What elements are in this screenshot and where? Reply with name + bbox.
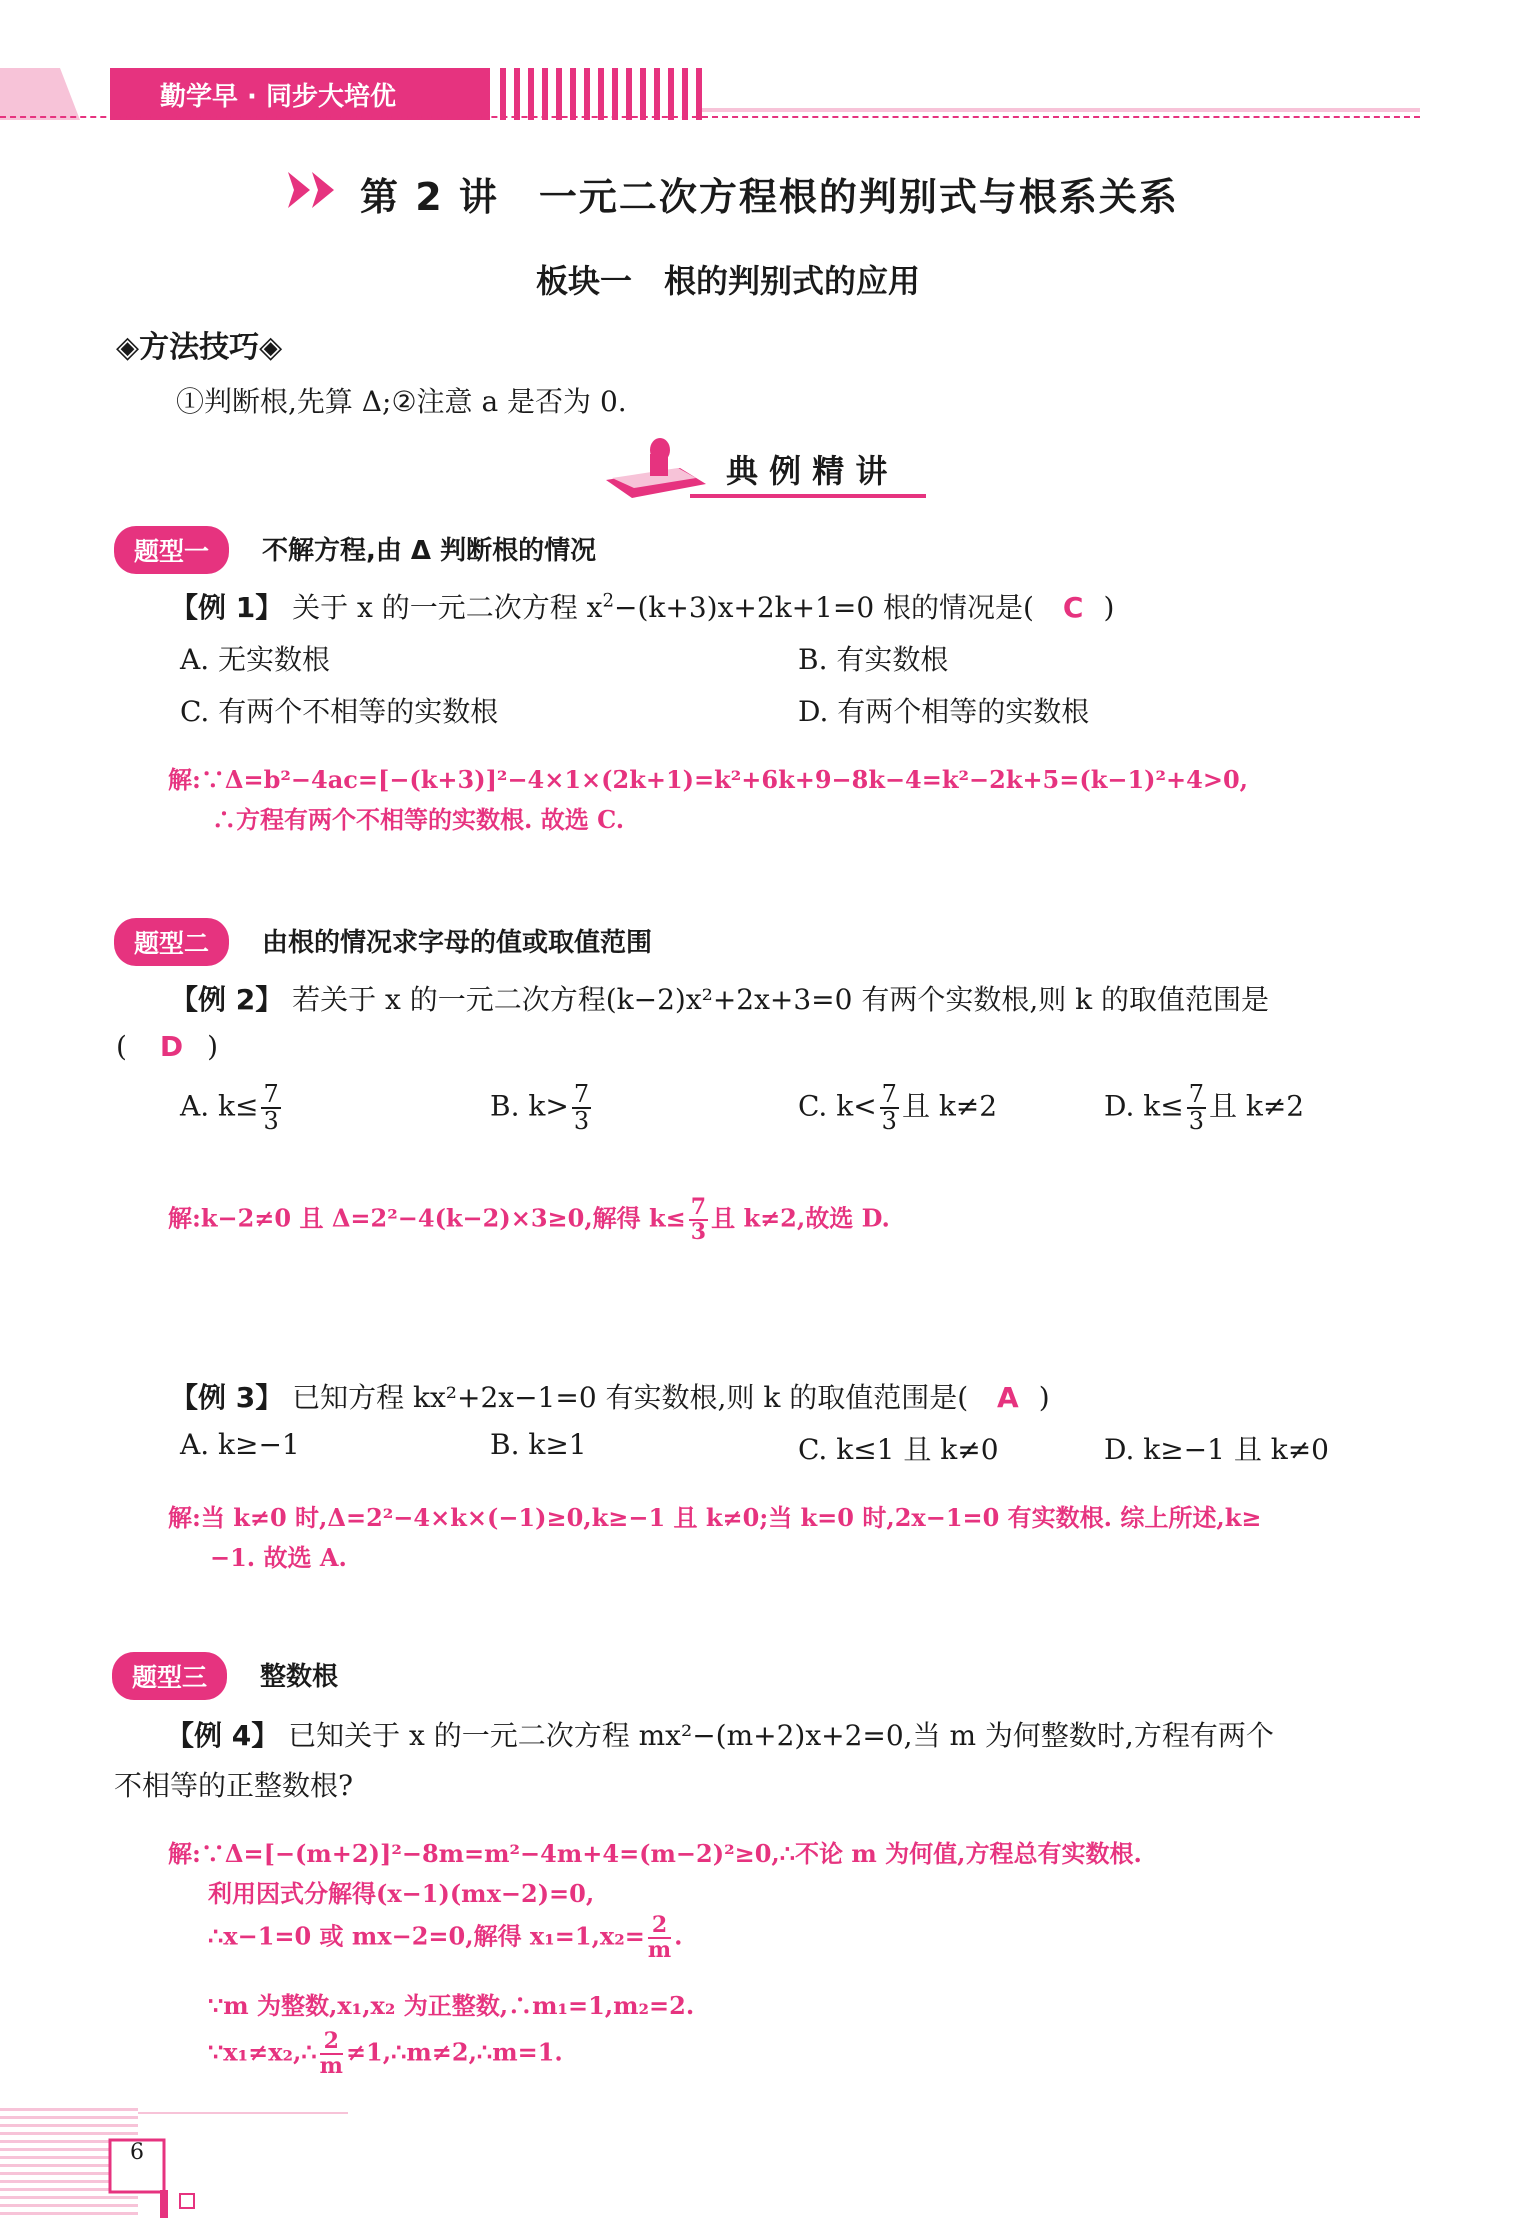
ex2-solution-post: 且 k≠2,故选 D.: [711, 1203, 890, 1233]
page-number: 6: [130, 2140, 144, 2165]
ex3-close: ): [1038, 1381, 1050, 1414]
ex3-solution-line2: −1. 故选 A.: [210, 1543, 347, 1572]
type2-badge: 题型二: [114, 918, 229, 966]
ex4-label: 【例 4】: [166, 1719, 280, 1752]
ex3-stem-text: 已知方程 kx²+2x−1=0 有实数根,则 k 的取值范围是(: [292, 1381, 969, 1414]
ex1-option-a: A. 无实数根: [180, 643, 331, 676]
ex1-stem: 【例 1】 关于 x 的一元二次方程 $x^2-(k+3)x+2k+1=0$ 根的情况是( C ): [170, 590, 1115, 624]
ex1-option-b: B. 有实数根: [798, 643, 949, 676]
type3-badge: 题型三: [112, 1652, 227, 1700]
ex4-solution-line3: [208, 1914, 683, 1962]
ex2-solution-den: 3: [690, 1219, 707, 1246]
ex3-label: 【例 3】: [170, 1381, 284, 1414]
ex4-solution-line5-pre: ∵x₁≠x₂,∴: [208, 2037, 317, 2067]
ex2-stem: [170, 978, 1269, 1018]
ex4-solution-line2: 利用因式分解得(x−1)(mx−2)=0,: [208, 1879, 595, 1908]
ex2-option-d: [1104, 1082, 1304, 1134]
ex4-stem-line2: 不相等的正整数根?: [114, 1769, 354, 1802]
ex2-option-a-pre: A. k≤: [180, 1089, 259, 1123]
ex2-option-a-num: 7: [263, 1080, 279, 1108]
ex4-solution-line4: ∵m 为整数,x₁,x₂ 为正整数,∴m₁=1,m₂=2.: [208, 1991, 695, 2020]
ex2-option-c-den: 3: [881, 1107, 897, 1136]
ex2-option-a: [180, 1082, 284, 1134]
ex2-option-b-num: 7: [573, 1080, 590, 1108]
examples-banner-underline: [690, 494, 926, 498]
ex2-option-c: [798, 1082, 997, 1134]
ex2-option-c-post: 且 k≠2: [901, 1089, 998, 1123]
ex2-solution: [168, 1196, 890, 1244]
ex1-solution-line1: 解:∵Δ=b²−4ac=[−(k+3)]²−4×1×(2k+1)=k²+6k+9−8k−4=k²−2k+5=(k−1)²+4>0,: [168, 765, 1248, 794]
ex1-solution-line2: ∴方程有两个不相等的实数根. 故选 C.: [212, 805, 625, 834]
type2-title: 由根的情况求字母的值或取值范围: [262, 928, 653, 958]
ex4-solution-line3-num: 2: [648, 1914, 671, 1939]
ex2-answer: D: [159, 1030, 184, 1063]
ex2-label: 【例 2】: [170, 983, 284, 1016]
ex2-option-d-num: 7: [1188, 1080, 1204, 1108]
ex4-solution-line1: 解:∵Δ=[−(m+2)]²−8m=m²−4m+4=(m−2)²≥0,∴不论 m 为何值,方程总有实数根.: [168, 1839, 1142, 1868]
ex4-solution-line5: [208, 2030, 563, 2078]
ex3-option-a: A. k≥−1: [180, 1428, 300, 1461]
examples-banner-icon: [606, 428, 706, 504]
ex3-stem: [170, 1376, 1050, 1416]
ex4-solution-line5-den: m: [319, 2053, 343, 2080]
ex2-close: ): [207, 1030, 219, 1063]
ex2-solution-num: 7: [690, 1194, 707, 1220]
ex4-solution-line3-den: m: [647, 1937, 672, 1964]
ex2-option-b-pre: B. k>: [490, 1089, 569, 1123]
type3-title: 整数根: [260, 1662, 339, 1692]
ex1-option-c: C. 有两个不相等的实数根: [180, 695, 499, 728]
ex2-option-d-pre: D. k≤: [1104, 1089, 1184, 1123]
ex2-option-d-post: 且 k≠2: [1208, 1089, 1305, 1123]
header-divider: [0, 116, 1420, 118]
ex2-option-a-den: 3: [263, 1107, 279, 1136]
header-brand: 勤学早 · 同步大培优: [160, 82, 396, 112]
ex2-option-d-den: 3: [1188, 1107, 1204, 1136]
method-heading: ◈方法技巧◈: [116, 330, 283, 365]
ex1-stem-b: −(k+3)x+2k+1=0 根的情况是(: [614, 591, 1034, 624]
ex4-stem-text: 已知关于 x 的一元二次方程 mx²−(m+2)x+2=0,当 m 为何整数时,方程有两个: [288, 1719, 1274, 1752]
ex3-answer: A: [997, 1381, 1019, 1414]
ex2-answer-line: [116, 1030, 218, 1063]
ex4-solution-line3-post: .: [674, 1921, 683, 1951]
ex1-stem-a: 关于 x 的一元二次方程 x: [292, 591, 603, 624]
ex2-option-b-den: 3: [573, 1107, 590, 1136]
method-text: ①判断根,先算 Δ;②注意 a 是否为 0.: [176, 385, 627, 418]
ex4-solution-line3-pre: ∴x−1=0 或 mx−2=0,解得 x₁=1,x₂=: [208, 1921, 645, 1951]
ex4-solution-line5-num: 2: [320, 2030, 343, 2055]
ex3-option-d: D. k≥−1 且 k≠0: [1104, 1433, 1329, 1466]
ex4-stem-line1: [166, 1714, 1274, 1754]
ex1-close: ): [1103, 591, 1115, 624]
ex4-solution-line5-post: ≠1,∴m≠2,∴m=1.: [345, 2037, 563, 2067]
lecture-arrow-icon: [288, 168, 344, 216]
examples-banner: 典 例 精 讲: [726, 452, 888, 490]
lecture-title: 第 2 讲 一元二次方程根的判别式与根系关系: [360, 175, 1179, 219]
ex2-option-c-pre: C. k<: [798, 1089, 877, 1123]
ex3-option-b: B. k≥1: [490, 1428, 587, 1461]
ex1-option-d: D. 有两个相等的实数根: [798, 695, 1090, 728]
ex2-solution-pre: 解:k−2≠0 且 Δ=2²−4(k−2)×3≥0,解得 k≤: [168, 1203, 686, 1233]
footer-stripes: [0, 2108, 350, 2222]
ex1-label: 【例 1】: [170, 591, 284, 624]
section-title: 板块一 根的判别式的应用: [536, 262, 921, 300]
ex2-open: (: [116, 1030, 127, 1063]
type1-badge: 题型一: [114, 526, 229, 574]
type1-title: 不解方程,由 Δ 判断根的情况: [262, 536, 597, 566]
ex2-option-c-num: 7: [881, 1080, 897, 1108]
ex3-solution-line1: 解:当 k≠0 时,Δ=2²−4×k×(−1)≥0,k≥−1 且 k≠0;当 k=0 时,2x−1=0 有实数根. 综上所述,k≥: [168, 1503, 1262, 1532]
ex2-stem-text: 若关于 x 的一元二次方程(k−2)x²+2x+3=0 有两个实数根,则 k 的取值范围是: [292, 983, 1270, 1016]
ex1-answer: C: [1062, 591, 1084, 624]
ex3-option-c: C. k≤1 且 k≠0: [798, 1433, 999, 1466]
ex2-option-b: [490, 1082, 594, 1134]
